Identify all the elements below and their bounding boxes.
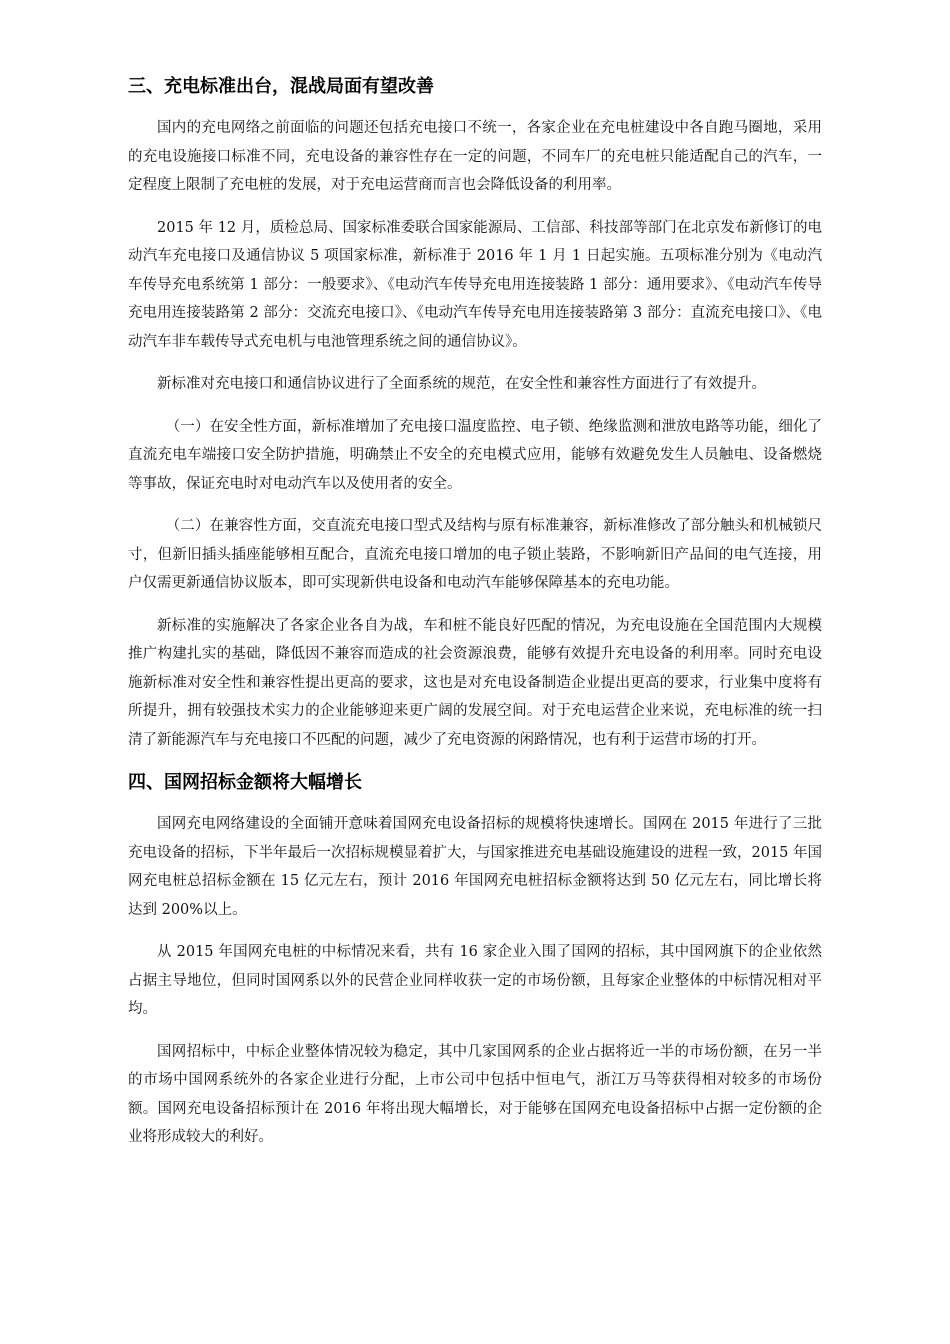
paragraph: 国网充电网络建设的全面铺开意味着国网充电设备招标的规模将快速增长。国网在 2015 年进行了三批充电设备的招标，下半年最后一次招标规模显着扩大，与国家推进充电基础设施建设的进程一致，2015 年国网充电桩总招标金额在 15 亿元左右，预计 2016 年国网充电桩招标金额将达到 50 亿元左右，同比增长将达到 200%以上。 — [128, 816, 823, 918]
paragraph: 从 2015 年国网充电桩的中标情况来看，共有 16 家企业入围了国网的招标，其中国网旗下的企业依然占据主导地位，但同时国网系以外的民营企业同样收获一定的市场份额，且每家企业整体的中标情况相对平均。 — [128, 944, 822, 1017]
paragraph: 国网招标中，中标企业整体情况较为稳定，其中几家国网系的企业占据将近一半的市场份额，在另一半的市场中国网系统外的各家企业进行分配，上市公司中包括中恒电气，浙江万马等获得相对较多的市场份额。国网充电设备招标预计在 2016 年将出现大幅增长，对于能够在国网充电设备招标中占据一定份额的企业将形成较大的利好。 — [128, 1043, 822, 1145]
paragraph: 新标准对充电接口和通信协议进行了全面系统的规范，在安全性和兼容性方面进行了有效提升。 — [157, 376, 766, 392]
section-heading-4: 四、国网招标金额将大幅增长 — [128, 772, 362, 793]
paragraph: 国内的充电网络之前面临的问题还包括充电接口不统一，各家企业在充电桩建设中各自跑马圈地，采用的充电设施接口标准不同，充电设备的兼容性存在一定的问题，不同车厂的充电桩只能适配自己的汽车，一定程度上限制了充电桩的发展，对于充电运营商而言也会降低设备的利用率。 — [128, 120, 822, 193]
paragraph-compatibility: （二）在兼容性方面，交直流充电接口型式及结构与原有标准兼容，新标准修改了部分触头和机械锁尺寸，但新旧插头插座能够相互配合，直流充电接口增加的电子锁止装路，不影响新旧产品间的电气连接，用户仅需更新通信协议版本，即可实现新供电设备和电动汽车能够保障基本的充电功能。 — [128, 518, 822, 591]
paragraph: 2015 年 12 月，质检总局、国家标准委联合国家能源局、工信部、科技部等部门在北京发布新修订的电动汽车充电接口及通信协议 5 项国家标准，新标准于 2016 年 1 月 1 日起实施。五项标准分别为《电动汽车传导充电系统第 1 部分：一般要求》、《电动汽车传导充电用连接装路 1 部分：通用要求》、《电动汽车传导充电用连接装路第 2 部分：交流充电接口》、《电动汽车传导充电用连接装路第 3 部分：直流充电接口》、《电动汽车非车载传导式充电机与电池管理系统之间的通信协议》。 — [128, 219, 822, 350]
paragraph: 新标准的实施解决了各家企业各自为战，车和桩不能良好匹配的情况，为充电设施在全国范围内大规模推广构建扎实的基础，降低因不兼容而造成的社会资源浪费，能够有效提升充电设备的利用率。同时充电设施新标准对安全性和兼容性提出更高的要求，这也是对充电设备制造企业提出更高的要求，行业集中度将有所提升，拥有较强技术实力的企业能够迎来更广阔的发展空间。对于充电运营企业来说，充电标准的统一扫清了新能源汽车与充电接口不匹配的问题，减少了充电资源的闲路情况，也有利于运营市场的打开。 — [128, 617, 822, 748]
section-heading-3: 三、充电标准出台，混战局面有望改善 — [128, 76, 434, 97]
paragraph-safety: （一）在安全性方面，新标准增加了充电接口温度监控、电子锁、绝缘监测和泄放电路等功能，细化了直流充电车端接口安全防护措施，明确禁止不安全的充电模式应用，能够有效避免发生人员触电、设备燃烧等事故，保证充电时对电动汽车以及使用者的安全。 — [128, 418, 822, 492]
document-body — [128, 72, 822, 1166]
